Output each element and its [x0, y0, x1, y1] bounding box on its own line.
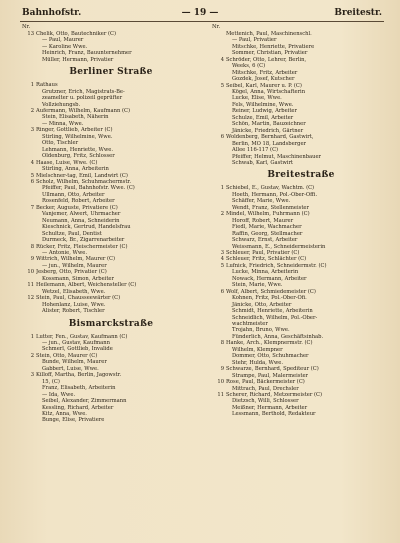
house-number: 7 — [30, 204, 34, 211]
nr-label: Nr. — [22, 24, 31, 30]
resident-text: Stirling, Anna, Arbeiterin — [42, 166, 109, 173]
resident-text: Mittrach, Paul, Drechsler — [232, 385, 299, 392]
resident-text: Hohenlanz, Luise, Wwe. — [42, 301, 106, 308]
resident-text: Aufermann, Wilhelm, Kaufmann (C) — [36, 108, 130, 115]
page-header — [0, 8, 400, 22]
resident-text: Gozdek, Josef, Kutscher — [232, 76, 295, 83]
resident-text: Lufnick, Friedrich, Schneidermstr. (C) — [226, 262, 327, 269]
resident-text: Kitz, Anna, Wwe. — [42, 410, 87, 417]
resident-text: Wilhelm, Klempner — [232, 346, 283, 353]
resident-text: Heinrich, Franz, Bauunternehmer — [42, 50, 132, 57]
resident-text: Vollziehungsb. — [42, 101, 81, 108]
resident-text: — Ida, Wwe. — [42, 391, 76, 398]
street-heading-berliner: Berliner Straße — [69, 67, 153, 78]
house-number: 3 — [30, 127, 34, 134]
resident-text: — Paul, Maurer — [42, 37, 84, 44]
directory-entry — [22, 57, 200, 63]
bismarck-entries — [22, 334, 200, 424]
resident-text: Stehr, Hulda, Wwe. — [232, 359, 283, 366]
resident-text: Weeks, 6 (C) — [232, 63, 266, 70]
resident-text: Fels, Wilhelmine, Wwe. — [232, 101, 294, 108]
resident-text: Fünderlich, Anna, Geschäftsinhab. — [232, 333, 324, 340]
resident-text: Raffin, Georg, Stellmacher — [232, 230, 303, 237]
house-number: 5 — [220, 262, 224, 269]
resident-text: Schwarze, Bernhard, Spediteur (C) — [226, 366, 319, 373]
left-intro-list — [22, 31, 200, 63]
resident-text: Schäffer, Marie, Wwe. — [232, 198, 291, 205]
resident-text: Otto, Tischler — [42, 140, 79, 147]
resident-text: Rathaus — [36, 82, 58, 89]
house-number: 9 — [220, 366, 224, 373]
resident-text: Dietzsch, Willi, Schlosser — [232, 398, 299, 405]
house-number — [22, 417, 36, 423]
resident-text: Schwarz, Ernst, Arbeiter — [232, 237, 298, 244]
resident-text: Lutter, Fen., Gustav, Kaufmann (C) — [36, 333, 128, 340]
resident-text: Hanke, Arch., Klempnermstr. (C) — [226, 340, 313, 347]
resident-text: Haase, Luise, Wwe. (C) — [36, 159, 98, 166]
resident-text: Rose, Paul, Bäckermeister (C) — [226, 379, 305, 386]
resident-text: Kögel, Anna, Wirtschafterin — [232, 89, 306, 96]
house-number: 1 — [30, 333, 34, 340]
resident-text: Stein, Marie, Wwe. — [232, 282, 283, 289]
house-number: 8 — [220, 340, 224, 347]
resident-text: Kessling, Richard, Arbeiter — [42, 404, 114, 411]
resident-text: — Paul, Privatier — [232, 37, 277, 44]
resident-text: Lucke, Minna, Arbeiterin — [232, 269, 299, 276]
resident-text: Becker, Auguste, Privatiere (C) — [36, 204, 118, 211]
resident-text: Alister, Robert, Tischler — [42, 308, 105, 315]
resident-text: Wolf, Albert, Schmiedemeister (C) — [226, 288, 316, 295]
resident-text: — jun., Wilhelm, Maurer — [42, 262, 107, 269]
directory-entry — [212, 160, 390, 166]
resident-text: Sommer, Christian, Privatier — [232, 50, 308, 57]
directory-entry — [212, 411, 390, 417]
resident-text: Stirling, Wilhelmine, Wwe. — [42, 133, 113, 140]
resident-text: Bunde, Wilhelm, Maurer — [42, 359, 107, 366]
resident-text: Chelik, Otto, Bautechniker (C) — [36, 30, 116, 37]
resident-text: Nowack, Hermann, Arbeiter — [232, 275, 307, 282]
resident-text: Mettenich, Paul, Maschinenschl. — [226, 30, 312, 37]
resident-text: wachtmeister — [232, 320, 268, 327]
resident-text: Stein, Paul, Chausseewärter (C) — [36, 295, 121, 302]
resident-text: Jesberg, Otto, Privatier (C) — [36, 269, 107, 276]
house-number: 2 — [30, 352, 34, 359]
resident-text: Lehmann, Henriette, Wwe. — [42, 146, 114, 153]
house-number: 11 — [27, 282, 34, 289]
resident-text: Schiebel, E., Gustav, Wachtm. (C) — [226, 185, 315, 192]
resident-text: zeamelter u. polizeil geprüfter — [42, 95, 123, 102]
house-number: 11 — [217, 391, 224, 398]
resident-text: Mitschke, Fritz, Arbeiter — [232, 69, 298, 76]
resident-text: Scherer, Richard, Metzermeister (C) — [226, 391, 322, 398]
resident-text: Wetzel, Elisabeth, Wwe. — [42, 288, 106, 295]
resident-text: — Karoline Wwe. — [42, 43, 88, 50]
resident-text: Horoff, Robert, Maurer — [232, 217, 294, 224]
house-number: 3 — [220, 250, 224, 256]
directory-entry — [22, 417, 200, 423]
resident-text: Seibel, Alexander, Zimmermann — [42, 398, 127, 405]
right-intro-list — [212, 31, 390, 167]
resident-text: Schneidlich, Wilhelm, Pol.-Ober- — [232, 314, 318, 321]
resident-text: Pfeiffer, Paul, Bahnhofstr. Wwe. (C) — [42, 185, 135, 192]
house-number: 12 — [27, 295, 34, 302]
house-number: 10 — [27, 269, 34, 276]
resident-text: Wittrich, Wilhelm, Maurer (C) — [36, 256, 116, 263]
header-left-street: Bahnhofstr. — [22, 8, 82, 18]
house-number: 1 — [220, 185, 224, 192]
resident-text: Neumann, Anna, Schneiderin — [42, 217, 120, 224]
resident-text: Hoeth, Hermann, Pol.-Ober-Offi. — [232, 191, 318, 198]
resident-text: Oldenburg, Fritz, Schlosser — [42, 153, 115, 160]
resident-text: Heilemann, Albert, Weichensteller (C) — [36, 282, 137, 289]
resident-text: Schmidt, Henriette, Arbeiterin — [232, 308, 313, 315]
resident-text: Rücker, Fritz, Fleischermeister (C) — [36, 243, 128, 250]
berliner-entries — [22, 82, 200, 314]
resident-text: Schulze, Emil, Arbeiter — [232, 114, 294, 121]
house-number: 3 — [30, 372, 34, 379]
house-number — [22, 308, 36, 314]
house-number: 10 — [217, 379, 224, 386]
resident-text: Kieschnick, Gertrud, Handelsfrau — [42, 224, 131, 231]
house-number: 2 — [30, 108, 34, 115]
resident-text: Mielschner-tag, Emil, Landwirt (C) — [36, 172, 128, 179]
house-number: 1 — [30, 82, 34, 89]
resident-text: — Antonie, Wwe. — [42, 250, 87, 256]
street-heading-bismarck: Bismarckstraße — [68, 318, 154, 329]
resident-text: Durmeck, Br., Zigarrenarbeiter — [42, 237, 125, 244]
house-number: 9 — [30, 256, 34, 263]
resident-text: Bunge, Elise, Privatiere — [42, 417, 105, 424]
resident-text: Woldenberg, Bernhard, Gastwirt, — [226, 134, 314, 141]
resident-text: Müller, Hermann, Privatier — [42, 56, 114, 63]
resident-text: Franz, Elisabeth, Arbeiterin — [42, 385, 116, 392]
right-column — [212, 24, 390, 418]
resident-text: Mitschke, Henriette, Privatiere — [232, 43, 315, 50]
resident-text: Wendt, Franz, Stellenmeister — [232, 204, 309, 211]
resident-text: Mindel, Wilhelm, Fuhrmann (C) — [226, 211, 310, 218]
resident-text: Killoff, Martha, Berlin, Jagowstr. — [36, 372, 122, 379]
resident-text: Scholz, Wilhelm, Schuhmachermstr. — [36, 179, 131, 186]
house-number: 4 — [30, 159, 34, 166]
house-number: 4 — [220, 256, 224, 263]
resident-text: Lucke, Elise, Wwe. — [232, 95, 282, 102]
street-heading-breite: Breitestraße — [267, 170, 335, 181]
resident-text: Strampe, Paul, Malermeister — [232, 372, 309, 379]
resident-text: Vanjemer, Alwert, Uhrmacher — [42, 211, 121, 218]
house-number: 6 — [220, 288, 224, 295]
resident-text: Dommer, Otto, Schuhmacher — [232, 353, 309, 360]
resident-text: Schmerl, Gottlieb, Invalide — [42, 346, 113, 353]
resident-text: Stein, Elisabeth, Näherin — [42, 114, 109, 121]
house-number: 2 — [220, 211, 224, 218]
house-number: 4 — [220, 56, 224, 63]
house-number — [212, 160, 226, 166]
resident-text: Fiedl, Marie, Wachmacher — [232, 224, 302, 231]
resident-text: — jun., Gustav, Kaufmann — [42, 339, 110, 346]
resident-text: Schultze, Paul, Dentist — [42, 230, 102, 237]
resident-text: Weissmann, E., Schneidermeisterin — [232, 243, 326, 250]
resident-text: Grutzner, Erich, Magistrats-Be- — [42, 88, 125, 95]
resident-text: Jänicke, Otto, Arbeiter — [232, 301, 292, 308]
resident-text: Kossmann, Simon, Arbeiter — [42, 275, 114, 282]
resident-text: Schön, Martin, Bauzeichner — [232, 121, 306, 128]
house-number: 6 — [30, 179, 34, 186]
breite-entries — [212, 185, 390, 417]
house-number: 5 — [220, 82, 224, 89]
house-number: 8 — [30, 243, 34, 250]
resident-text: Reiner, Ludwig, Arbeiter — [232, 108, 297, 115]
resident-text: Ringer, Gottlieb, Arbeiter (C) — [36, 127, 113, 134]
house-number: 6 — [220, 134, 224, 141]
resident-text: Berlin, MO 18, Landsberger — [232, 140, 307, 147]
left-column — [22, 24, 200, 424]
resident-text: Pfeiffer, Helmut, Maschinenbauer — [232, 153, 322, 160]
resident-text: 15, (C) — [42, 378, 60, 385]
resident-text: Gabbert, Luise, Wwe. — [42, 365, 99, 372]
resident-text: Schleuer, Fritz, Schlächter (C) — [226, 256, 307, 263]
resident-text: Kohnen, Fritz, Pol.-Ober-Ofi. — [232, 295, 307, 302]
house-number: 5 — [30, 172, 34, 179]
resident-text: Trojahn, Bruno, Wwe. — [232, 327, 290, 334]
header-right-street: Breitestr. — [334, 8, 382, 18]
header-rule — [20, 21, 384, 22]
nr-label: Nr. — [212, 24, 221, 30]
resident-text: Meißner, Hermann, Arbeiter — [232, 404, 308, 411]
resident-text: — Minna, Wwe. — [42, 120, 84, 127]
page-number: — 19 — — [181, 8, 219, 18]
resident-text: Stein, Otto, Maurer (C) — [36, 352, 98, 359]
resident-text: Lessmann, Berthold, Redakteur — [232, 411, 316, 418]
resident-text: Jänicke, Friedrich, Gärtner — [232, 127, 304, 134]
house-number: 13 — [27, 30, 34, 37]
house-number — [212, 411, 226, 417]
house-number — [22, 57, 36, 63]
resident-text: Ullmann, Otto, Arbeiter — [42, 191, 105, 198]
resident-text: Schwab, Karl, Gastwirt — [232, 160, 294, 167]
resident-text: Schröder, Otto, Lehrer, Berlin, — [226, 56, 307, 63]
resident-text: Schleuer, Paul, Privatier (C) — [226, 250, 300, 256]
resident-text: Seibel, Karl, Maurer u. P. (C) — [226, 82, 302, 89]
resident-text: Allee 116-117 (C) — [232, 147, 279, 154]
resident-text: Rosenfeld, Robert, Arbeiter — [42, 198, 115, 205]
directory-entry — [22, 308, 200, 314]
